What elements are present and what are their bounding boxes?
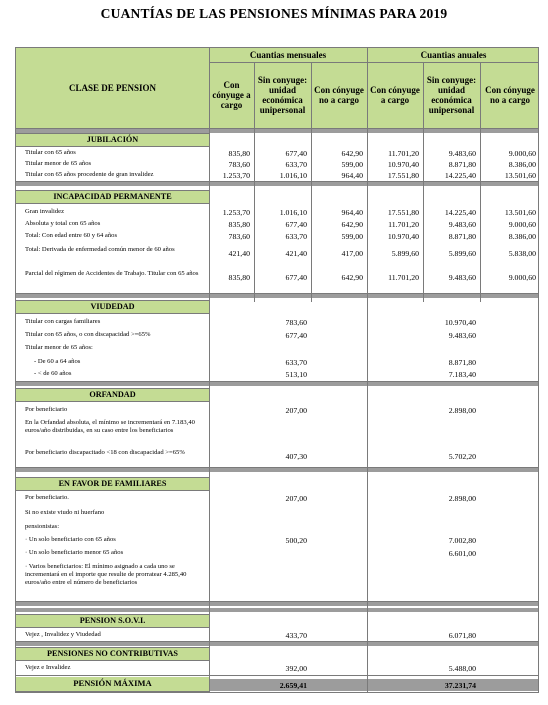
value-cell: 11.701,20 xyxy=(388,220,419,229)
header-mensual-no-a-cargo: Con cónyuge no a cargo xyxy=(314,85,364,105)
row-label: Titular con 65 años xyxy=(25,149,76,156)
pension-table xyxy=(15,47,539,693)
value-cell: 14.225,40 xyxy=(444,171,476,180)
section-familiares: EN FAVOR DE FAMILIARES xyxy=(16,477,209,491)
value-cell: 11.701,20 xyxy=(388,273,419,282)
value-cell: 8.871,80 xyxy=(448,160,476,169)
section-viudedad: VIUDEDAD xyxy=(16,300,209,314)
value-cell: 13.501,60 xyxy=(504,208,536,217)
row-label: Vejez e Invalidez xyxy=(25,664,71,671)
value-cell: 783,60 xyxy=(228,232,250,241)
value-cell: 5.899,60 xyxy=(391,249,419,258)
max-monthly-value: 2.659,41 xyxy=(279,681,307,690)
row-label: Absoluta y total con 65 años xyxy=(25,220,101,227)
annual-value: 5.702,20 xyxy=(448,452,476,461)
annual-value: 7.002,80 xyxy=(448,536,476,545)
value-cell: 599,00 xyxy=(341,232,363,241)
monthly-value: 207,00 xyxy=(285,406,307,415)
monthly-value: 433,70 xyxy=(285,631,307,640)
row-label: Por beneficiario discapacitado <18 con discapacidad >=65% xyxy=(25,449,185,456)
row-label: - < de 60 años xyxy=(34,370,72,377)
header-mensual-sin-conyuge: Sin conyuge: unidad económica unipersonal xyxy=(257,75,308,115)
header-anual-no-a-cargo: Con cónyuge no a cargo xyxy=(485,85,535,105)
value-cell: 677,40 xyxy=(285,273,307,282)
header-anuales: Cuantias anuales xyxy=(420,50,487,60)
value-cell: 9.483,60 xyxy=(448,273,476,282)
row-label: Total: Derivada de enfermedad común menor de 60 años xyxy=(25,246,175,253)
value-cell: 8.386,00 xyxy=(508,232,536,241)
row-label: Por beneficiario xyxy=(25,406,68,413)
value-cell: 9.000,60 xyxy=(508,220,536,229)
value-cell: 835,80 xyxy=(228,273,250,282)
monthly-value: 783,60 xyxy=(285,318,307,327)
section-orfandad: ORFANDAD xyxy=(16,388,209,402)
row-label: · Un solo beneficiario menor 65 años xyxy=(25,549,124,556)
value-cell: 1.253,70 xyxy=(222,171,250,180)
value-cell: 835,80 xyxy=(228,220,250,229)
header-anual-sin-conyuge: Sin conyuge: unidad económica unipersonal xyxy=(426,75,477,115)
header-anual-con-conyuge: Con cónyuge a cargo xyxy=(370,85,420,105)
value-cell: 642,90 xyxy=(341,273,363,282)
value-cell: 5.838,00 xyxy=(508,249,536,258)
value-cell: 964,40 xyxy=(341,208,363,217)
section-jubilacion: JUBILACIÓN xyxy=(16,133,209,147)
monthly-value: 392,00 xyxy=(285,664,307,673)
value-cell: 13.501,60 xyxy=(504,171,536,180)
value-cell: 11.701,20 xyxy=(388,149,419,158)
value-cell: 1.016,10 xyxy=(279,208,307,217)
value-cell: 835,80 xyxy=(228,149,250,158)
row-label: Parcial del régimen de Accidentes de Trabajo. Titular con 65 años xyxy=(25,270,199,277)
monthly-value: 407,30 xyxy=(285,452,307,461)
row-label: En la Orfandad absoluta, el mínimo se incrementará en 7.183,40 euros/año distribuidas, en su caso entre los beneficiarios xyxy=(25,419,195,434)
row-label: Por beneficiario. xyxy=(25,494,69,501)
row-label: Titular con cargas familiares xyxy=(25,318,101,325)
annual-value: 8.871,80 xyxy=(448,358,476,367)
monthly-value: 677,40 xyxy=(285,331,307,340)
value-cell: 17.551,80 xyxy=(387,171,419,180)
value-cell: 9.483,60 xyxy=(448,220,476,229)
value-cell: 14.225,40 xyxy=(444,208,476,217)
row-label: Gran invalidez xyxy=(25,208,64,215)
value-cell: 642,90 xyxy=(341,220,363,229)
value-cell: 10.970,40 xyxy=(387,160,419,169)
section-no-contributivas: PENSIONES NO CONTRIBUTIVAS xyxy=(16,647,209,661)
row-label: Titular con 65 años procedente de gran invalidez xyxy=(25,171,154,178)
annual-value: 9.483,60 xyxy=(448,331,476,340)
annual-value: 2.898,00 xyxy=(448,406,476,415)
value-cell: 1.016,10 xyxy=(279,171,307,180)
value-cell: 633,70 xyxy=(285,160,307,169)
value-cell: 9.483,60 xyxy=(448,149,476,158)
monthly-value: 207,00 xyxy=(285,494,307,503)
section-sovi: PENSION S.O.V.I. xyxy=(16,614,209,628)
row-label: Titular menor de 65 años xyxy=(25,160,92,167)
monthly-value: 513,10 xyxy=(285,370,307,379)
row-label: · Varios beneficiarios: El mínimo asignado a cada uno se incrementará en el importe que resulte de prorratear 4.285,40 euros/año entre el número de beneficiarios xyxy=(25,563,187,586)
annual-value: 2.898,00 xyxy=(448,494,476,503)
value-cell: 633,70 xyxy=(285,232,307,241)
value-cell: 677,40 xyxy=(285,149,307,158)
annual-value: 6.601,00 xyxy=(448,549,476,558)
value-cell: 421,40 xyxy=(285,249,307,258)
section-incapacidad: INCAPACIDAD PERMANENTE xyxy=(16,190,209,204)
row-label: Vejez , Invalidez y Viudedad xyxy=(25,631,101,638)
value-cell: 1.253,70 xyxy=(222,208,250,217)
value-cell: 5.899,60 xyxy=(448,249,476,258)
max-annual-value: 37.231,74 xyxy=(444,681,476,690)
value-cell: 421,40 xyxy=(228,249,250,258)
value-cell: 417,00 xyxy=(341,249,363,258)
value-cell: 599,00 xyxy=(341,160,363,169)
header-mensuales: Cuantias mensuales xyxy=(249,50,327,60)
header-mensual-con-conyuge: Con cónyuge a cargo xyxy=(212,80,251,110)
row-label: Titular menor de 65 años: xyxy=(25,344,93,351)
row-label: Si no existe viudo ni huerfano xyxy=(25,509,105,516)
value-cell: 17.551,80 xyxy=(387,208,419,217)
row-label: pensionistas: xyxy=(25,523,60,530)
annual-value: 7.183,40 xyxy=(448,370,476,379)
row-label: Total: Con edad entre 60 y 64 años xyxy=(25,232,118,239)
monthly-value: 633,70 xyxy=(285,358,307,367)
value-cell: 8.871,80 xyxy=(448,232,476,241)
value-cell: 677,40 xyxy=(285,220,307,229)
annual-value: 10.970,40 xyxy=(444,318,476,327)
annual-value: 5.488,00 xyxy=(448,664,476,673)
annual-value: 6.071,80 xyxy=(448,631,476,640)
row-label: Titular con 65 años, o con discapacidad >=65% xyxy=(25,331,151,338)
value-cell: 642,90 xyxy=(341,149,363,158)
value-cell: 964,40 xyxy=(341,171,363,180)
header-clase: CLASE DE PENSION xyxy=(68,83,157,93)
value-cell: 8.386,00 xyxy=(508,160,536,169)
value-cell: 10.970,40 xyxy=(387,232,419,241)
row-label: · Un solo beneficiario con 65 años xyxy=(25,536,116,543)
value-cell: 9.000,60 xyxy=(508,149,536,158)
row-label: - De 60 a 64 años xyxy=(34,358,81,365)
section-maxima: PENSIÓN MÁXIMA xyxy=(16,677,209,692)
page-title: CUANTÍAS DE LAS PENSIONES MÍNIMAS PARA 2019 xyxy=(100,6,448,21)
value-cell: 9.000,60 xyxy=(508,273,536,282)
value-cell: 783,60 xyxy=(228,160,250,169)
monthly-value: 500,20 xyxy=(285,536,307,545)
